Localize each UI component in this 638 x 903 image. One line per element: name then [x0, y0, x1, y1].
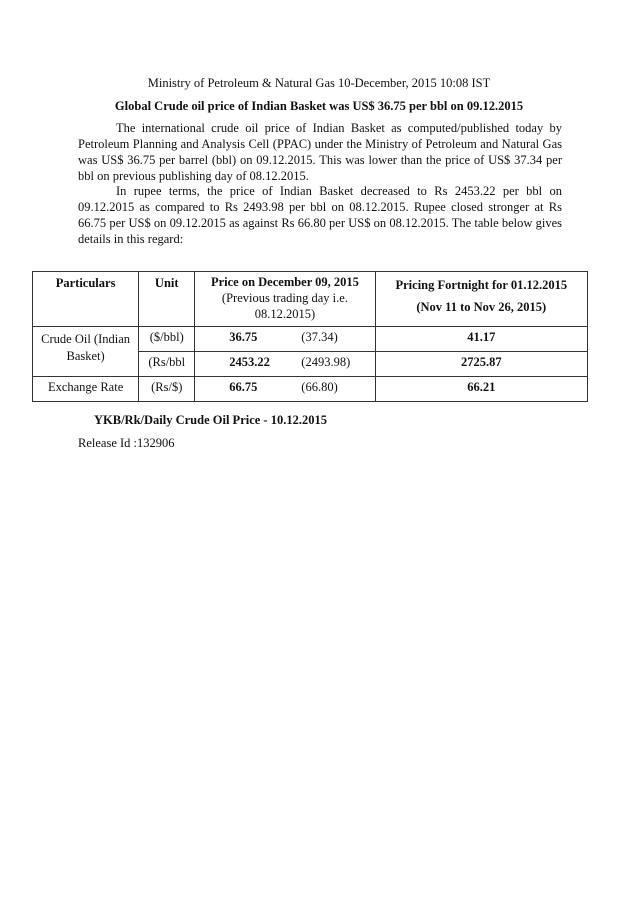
price-current: 36.75 — [229, 330, 258, 344]
cell-particulars: Exchange Rate — [33, 377, 139, 402]
table-row — [33, 377, 588, 402]
cell-price — [195, 352, 375, 377]
price-previous: (37.34) — [301, 330, 338, 344]
header-unit: Unit — [139, 272, 195, 327]
price-current: 2453.22 — [229, 355, 270, 369]
cell-price — [195, 377, 375, 402]
cell-unit: ($/bbl) — [139, 327, 195, 352]
paragraph-dollar-price: The international crude oil price of Indian Basket as computed/published today by Petroleum Planning and Analysis Cell (PPAC) under the Ministry of Petroleum and Natural Gas was US$ 36.75 per barrel (bbl) on 09.12.2015. This was lower than the price of US$ 37.34 per bbl on previous publishing day of 08.12.2015. — [78, 121, 562, 183]
price-previous: (2493.98) — [301, 355, 351, 369]
price-previous: (66.80) — [301, 380, 338, 394]
header-price-date: Price on December 09, 2015 — [210, 275, 359, 289]
price-current: 66.75 — [229, 380, 258, 394]
cell-unit: (Rs/$) — [139, 377, 195, 402]
cell-fortnight: 41.17 — [375, 327, 587, 352]
cell-price — [195, 327, 375, 352]
header-fortnight — [375, 272, 587, 327]
header-fortnight-title: Pricing Fortnight for 01.12.2015 — [395, 278, 568, 292]
table-row — [33, 327, 588, 352]
paragraph-rupee-price: In rupee terms, the price of Indian Basket decreased to Rs 2453.22 per bbl on 09.12.2015 as compared to Rs 2493.98 per bbl on 08.12.2015. Rupee closed stronger at Rs 66.75 per US$ on 09.12.2015 as against Rs 66.80 per US$ on 08.12.2015. The table below gives details in this regard: — [78, 184, 562, 246]
header-price — [195, 272, 375, 327]
release-id: Release Id :132906 — [78, 436, 175, 450]
cell-particulars: Crude Oil (Indian Basket) — [33, 327, 139, 377]
header-price-previous: (Previous trading day i.e. 08.12.2015) — [221, 291, 348, 321]
header-fortnight-range: (Nov 11 to Nov 26, 2015) — [416, 300, 547, 314]
ministry-dateline: Ministry of Petroleum & Natural Gas 10-December, 2015 10:08 IST — [147, 76, 491, 90]
cell-unit: (Rs/bbl — [139, 352, 195, 377]
table-header-row — [33, 272, 588, 327]
reference-code: YKB/Rk/Daily Crude Oil Price - 10.12.2015 — [94, 413, 327, 427]
cell-fortnight: 66.21 — [375, 377, 587, 402]
press-release-title: Global Crude oil price of Indian Basket was US$ 36.75 per bbl on 09.12.2015 — [114, 99, 524, 113]
header-particulars: Particulars — [33, 272, 139, 327]
cell-fortnight: 2725.87 — [375, 352, 587, 377]
price-table — [32, 271, 588, 402]
